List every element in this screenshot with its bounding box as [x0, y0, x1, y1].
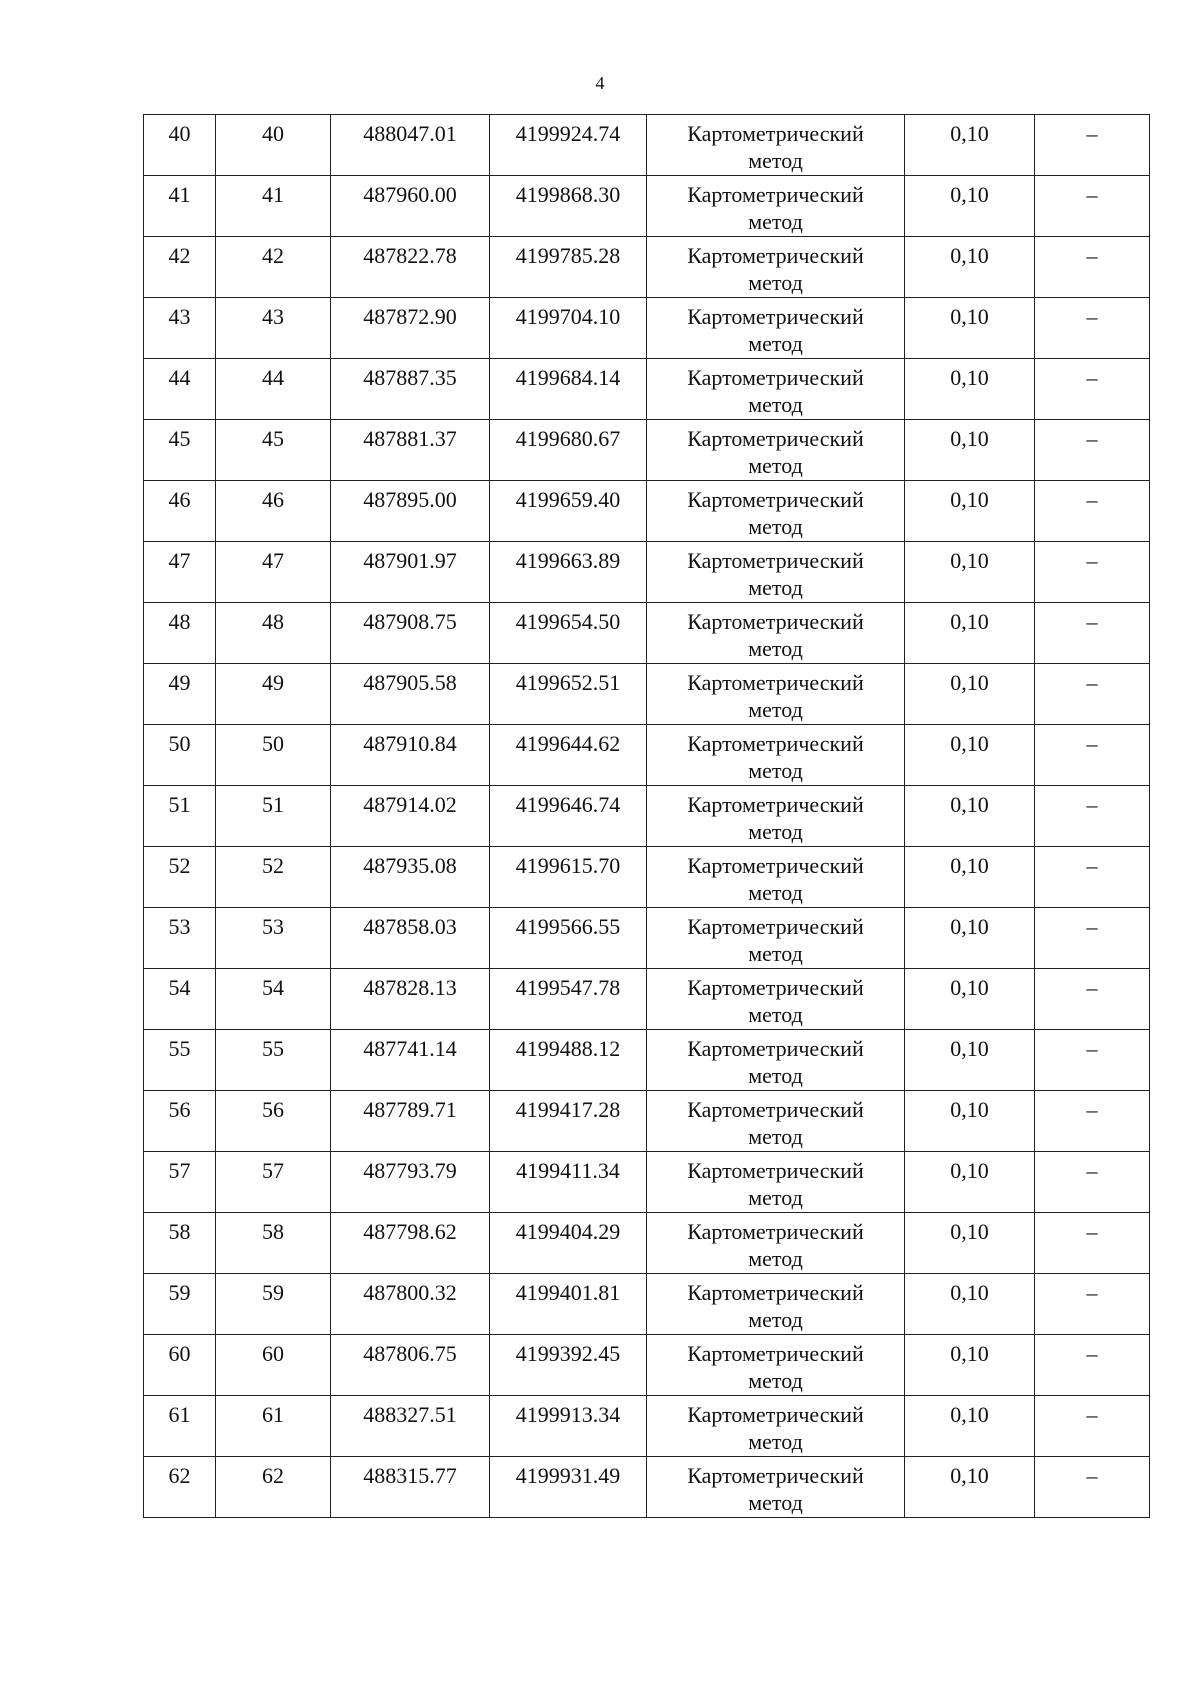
- x-coordinate-cell: 487908.75: [331, 603, 490, 664]
- method-line-1: Картометрический: [687, 1097, 864, 1122]
- y-coordinate-cell: 4199392.45: [490, 1335, 647, 1396]
- accuracy-cell: 0,10: [905, 1396, 1035, 1457]
- point-number-cell: 58: [144, 1213, 216, 1274]
- table-body: [144, 115, 1150, 1518]
- y-coordinate-cell: 4199785.28: [490, 237, 647, 298]
- method-cell: [647, 237, 905, 298]
- point-number-repeat-cell: 50: [216, 725, 331, 786]
- x-coordinate-cell: 488047.01: [331, 115, 490, 176]
- method-cell: [647, 1274, 905, 1335]
- point-number-cell: 59: [144, 1274, 216, 1335]
- note-cell: –: [1035, 1335, 1150, 1396]
- table-row: [144, 420, 1150, 481]
- x-coordinate-cell: 487895.00: [331, 481, 490, 542]
- y-coordinate-cell: 4199401.81: [490, 1274, 647, 1335]
- point-number-cell: 56: [144, 1091, 216, 1152]
- method-line-1: Картометрический: [687, 365, 864, 390]
- accuracy-cell: 0,10: [905, 1335, 1035, 1396]
- method-cell: [647, 1213, 905, 1274]
- table-row: [144, 1213, 1150, 1274]
- page-number: 4: [595, 73, 605, 93]
- x-coordinate-cell: 488315.77: [331, 1457, 490, 1518]
- method-line-2: метод: [748, 1246, 803, 1271]
- point-number-cell: 46: [144, 481, 216, 542]
- table-row: [144, 1152, 1150, 1213]
- accuracy-cell: 0,10: [905, 786, 1035, 847]
- method-line-2: метод: [748, 1490, 803, 1515]
- method-cell: [647, 1457, 905, 1518]
- table-row: [144, 1457, 1150, 1518]
- method-line-1: Картометрический: [687, 731, 864, 756]
- accuracy-cell: 0,10: [905, 1457, 1035, 1518]
- accuracy-cell: 0,10: [905, 725, 1035, 786]
- point-number-cell: 60: [144, 1335, 216, 1396]
- point-number-cell: 47: [144, 542, 216, 603]
- point-number-repeat-cell: 57: [216, 1152, 331, 1213]
- method-cell: [647, 298, 905, 359]
- note-cell: –: [1035, 176, 1150, 237]
- method-line-2: метод: [748, 331, 803, 356]
- point-number-repeat-cell: 60: [216, 1335, 331, 1396]
- accuracy-cell: 0,10: [905, 664, 1035, 725]
- point-number-cell: 51: [144, 786, 216, 847]
- accuracy-cell: 0,10: [905, 908, 1035, 969]
- point-number-repeat-cell: 61: [216, 1396, 331, 1457]
- note-cell: –: [1035, 481, 1150, 542]
- y-coordinate-cell: 4199615.70: [490, 847, 647, 908]
- point-number-repeat-cell: 49: [216, 664, 331, 725]
- y-coordinate-cell: 4199659.40: [490, 481, 647, 542]
- table-row: [144, 847, 1150, 908]
- accuracy-cell: 0,10: [905, 298, 1035, 359]
- x-coordinate-cell: 487828.13: [331, 969, 490, 1030]
- x-coordinate-cell: 487822.78: [331, 237, 490, 298]
- y-coordinate-cell: 4199680.67: [490, 420, 647, 481]
- method-line-2: метод: [748, 941, 803, 966]
- method-line-2: метод: [748, 1124, 803, 1149]
- x-coordinate-cell: 487800.32: [331, 1274, 490, 1335]
- table-row: [144, 969, 1150, 1030]
- note-cell: –: [1035, 298, 1150, 359]
- point-number-cell: 41: [144, 176, 216, 237]
- method-line-2: метод: [748, 392, 803, 417]
- note-cell: –: [1035, 420, 1150, 481]
- accuracy-cell: 0,10: [905, 1091, 1035, 1152]
- method-line-1: Картометрический: [687, 426, 864, 451]
- y-coordinate-cell: 4199404.29: [490, 1213, 647, 1274]
- method-line-2: метод: [748, 880, 803, 905]
- method-line-2: метод: [748, 514, 803, 539]
- point-number-cell: 53: [144, 908, 216, 969]
- point-number-repeat-cell: 48: [216, 603, 331, 664]
- point-number-repeat-cell: 53: [216, 908, 331, 969]
- method-line-2: метод: [748, 1429, 803, 1454]
- point-number-cell: 48: [144, 603, 216, 664]
- method-line-1: Картометрический: [687, 304, 864, 329]
- table-row: [144, 1091, 1150, 1152]
- x-coordinate-cell: 487798.62: [331, 1213, 490, 1274]
- note-cell: –: [1035, 664, 1150, 725]
- point-number-repeat-cell: 43: [216, 298, 331, 359]
- x-coordinate-cell: 487741.14: [331, 1030, 490, 1091]
- note-cell: –: [1035, 237, 1150, 298]
- point-number-repeat-cell: 56: [216, 1091, 331, 1152]
- point-number-cell: 45: [144, 420, 216, 481]
- method-line-1: Картометрический: [687, 487, 864, 512]
- table-row: [144, 176, 1150, 237]
- note-cell: –: [1035, 542, 1150, 603]
- method-line-1: Картометрический: [687, 121, 864, 146]
- table-row: [144, 1030, 1150, 1091]
- x-coordinate-cell: 487914.02: [331, 786, 490, 847]
- point-number-repeat-cell: 62: [216, 1457, 331, 1518]
- note-cell: –: [1035, 969, 1150, 1030]
- method-line-1: Картометрический: [687, 1402, 864, 1427]
- point-number-cell: 57: [144, 1152, 216, 1213]
- accuracy-cell: 0,10: [905, 969, 1035, 1030]
- method-cell: [647, 1335, 905, 1396]
- x-coordinate-cell: 487881.37: [331, 420, 490, 481]
- point-number-cell: 62: [144, 1457, 216, 1518]
- method-line-2: метод: [748, 209, 803, 234]
- point-number-repeat-cell: 59: [216, 1274, 331, 1335]
- x-coordinate-cell: 487872.90: [331, 298, 490, 359]
- point-number-repeat-cell: 55: [216, 1030, 331, 1091]
- accuracy-cell: 0,10: [905, 1274, 1035, 1335]
- method-line-2: метод: [748, 148, 803, 173]
- point-number-cell: 49: [144, 664, 216, 725]
- note-cell: –: [1035, 847, 1150, 908]
- method-line-2: метод: [748, 1185, 803, 1210]
- method-line-2: метод: [748, 1063, 803, 1088]
- table-row: [144, 908, 1150, 969]
- x-coordinate-cell: 487793.79: [331, 1152, 490, 1213]
- y-coordinate-cell: 4199684.14: [490, 359, 647, 420]
- table-row: [144, 1274, 1150, 1335]
- accuracy-cell: 0,10: [905, 1152, 1035, 1213]
- table-row: [144, 237, 1150, 298]
- y-coordinate-cell: 4199868.30: [490, 176, 647, 237]
- note-cell: –: [1035, 725, 1150, 786]
- accuracy-cell: 0,10: [905, 481, 1035, 542]
- note-cell: –: [1035, 1274, 1150, 1335]
- y-coordinate-cell: 4199411.34: [490, 1152, 647, 1213]
- point-number-repeat-cell: 44: [216, 359, 331, 420]
- x-coordinate-cell: 487960.00: [331, 176, 490, 237]
- method-cell: [647, 1396, 905, 1457]
- method-line-2: метод: [748, 453, 803, 478]
- method-cell: [647, 725, 905, 786]
- y-coordinate-cell: 4199652.51: [490, 664, 647, 725]
- y-coordinate-cell: 4199654.50: [490, 603, 647, 664]
- method-line-1: Картометрический: [687, 975, 864, 1000]
- point-number-repeat-cell: 42: [216, 237, 331, 298]
- method-line-1: Картометрический: [687, 1280, 864, 1305]
- point-number-repeat-cell: 52: [216, 847, 331, 908]
- y-coordinate-cell: 4199704.10: [490, 298, 647, 359]
- method-line-2: метод: [748, 270, 803, 295]
- method-line-2: метод: [748, 1368, 803, 1393]
- accuracy-cell: 0,10: [905, 359, 1035, 420]
- y-coordinate-cell: 4199566.55: [490, 908, 647, 969]
- method-line-1: Картометрический: [687, 853, 864, 878]
- x-coordinate-cell: 487905.58: [331, 664, 490, 725]
- method-line-1: Картометрический: [687, 182, 864, 207]
- method-line-2: метод: [748, 819, 803, 844]
- x-coordinate-cell: 487901.97: [331, 542, 490, 603]
- table-row: [144, 664, 1150, 725]
- table-row: [144, 725, 1150, 786]
- note-cell: –: [1035, 908, 1150, 969]
- method-line-2: метод: [748, 636, 803, 661]
- point-number-cell: 44: [144, 359, 216, 420]
- method-line-1: Картометрический: [687, 1219, 864, 1244]
- method-cell: [647, 908, 905, 969]
- method-cell: [647, 1091, 905, 1152]
- method-cell: [647, 481, 905, 542]
- method-cell: [647, 115, 905, 176]
- y-coordinate-cell: 4199488.12: [490, 1030, 647, 1091]
- y-coordinate-cell: 4199644.62: [490, 725, 647, 786]
- accuracy-cell: 0,10: [905, 847, 1035, 908]
- point-number-repeat-cell: 47: [216, 542, 331, 603]
- point-number-cell: 54: [144, 969, 216, 1030]
- y-coordinate-cell: 4199931.49: [490, 1457, 647, 1518]
- x-coordinate-cell: 488327.51: [331, 1396, 490, 1457]
- accuracy-cell: 0,10: [905, 1030, 1035, 1091]
- method-line-2: метод: [748, 1002, 803, 1027]
- method-line-2: метод: [748, 575, 803, 600]
- table-row: [144, 542, 1150, 603]
- method-line-1: Картометрический: [687, 548, 864, 573]
- note-cell: –: [1035, 603, 1150, 664]
- point-number-cell: 50: [144, 725, 216, 786]
- table-row: [144, 481, 1150, 542]
- method-line-1: Картометрический: [687, 243, 864, 268]
- point-number-repeat-cell: 58: [216, 1213, 331, 1274]
- y-coordinate-cell: 4199547.78: [490, 969, 647, 1030]
- method-line-2: метод: [748, 1307, 803, 1332]
- point-number-repeat-cell: 54: [216, 969, 331, 1030]
- accuracy-cell: 0,10: [905, 237, 1035, 298]
- method-line-2: метод: [748, 697, 803, 722]
- accuracy-cell: 0,10: [905, 603, 1035, 664]
- note-cell: –: [1035, 1152, 1150, 1213]
- point-number-repeat-cell: 40: [216, 115, 331, 176]
- coordinates-table: [143, 114, 1150, 1518]
- accuracy-cell: 0,10: [905, 1213, 1035, 1274]
- note-cell: –: [1035, 786, 1150, 847]
- method-cell: [647, 542, 905, 603]
- method-cell: [647, 420, 905, 481]
- note-cell: –: [1035, 115, 1150, 176]
- x-coordinate-cell: 487858.03: [331, 908, 490, 969]
- table-row: [144, 1396, 1150, 1457]
- table-row: [144, 786, 1150, 847]
- accuracy-cell: 0,10: [905, 420, 1035, 481]
- y-coordinate-cell: 4199417.28: [490, 1091, 647, 1152]
- note-cell: –: [1035, 1213, 1150, 1274]
- table-row: [144, 359, 1150, 420]
- y-coordinate-cell: 4199663.89: [490, 542, 647, 603]
- point-number-repeat-cell: 45: [216, 420, 331, 481]
- table-row: [144, 115, 1150, 176]
- note-cell: –: [1035, 1091, 1150, 1152]
- method-line-1: Картометрический: [687, 1463, 864, 1488]
- method-cell: [647, 664, 905, 725]
- method-line-1: Картометрический: [687, 914, 864, 939]
- point-number-cell: 42: [144, 237, 216, 298]
- point-number-cell: 55: [144, 1030, 216, 1091]
- point-number-cell: 40: [144, 115, 216, 176]
- x-coordinate-cell: 487887.35: [331, 359, 490, 420]
- method-cell: [647, 847, 905, 908]
- x-coordinate-cell: 487935.08: [331, 847, 490, 908]
- y-coordinate-cell: 4199924.74: [490, 115, 647, 176]
- x-coordinate-cell: 487806.75: [331, 1335, 490, 1396]
- point-number-cell: 43: [144, 298, 216, 359]
- note-cell: –: [1035, 1396, 1150, 1457]
- method-cell: [647, 359, 905, 420]
- accuracy-cell: 0,10: [905, 176, 1035, 237]
- method-line-1: Картометрический: [687, 792, 864, 817]
- method-line-1: Картометрический: [687, 1341, 864, 1366]
- method-cell: [647, 1152, 905, 1213]
- method-line-1: Картометрический: [687, 1036, 864, 1061]
- point-number-repeat-cell: 51: [216, 786, 331, 847]
- x-coordinate-cell: 487910.84: [331, 725, 490, 786]
- x-coordinate-cell: 487789.71: [331, 1091, 490, 1152]
- point-number-repeat-cell: 46: [216, 481, 331, 542]
- point-number-cell: 52: [144, 847, 216, 908]
- y-coordinate-cell: 4199646.74: [490, 786, 647, 847]
- method-line-1: Картометрический: [687, 670, 864, 695]
- method-cell: [647, 603, 905, 664]
- method-line-1: Картометрический: [687, 1158, 864, 1183]
- method-line-2: метод: [748, 758, 803, 783]
- method-cell: [647, 786, 905, 847]
- method-cell: [647, 1030, 905, 1091]
- accuracy-cell: 0,10: [905, 115, 1035, 176]
- point-number-cell: 61: [144, 1396, 216, 1457]
- method-cell: [647, 969, 905, 1030]
- table-row: [144, 298, 1150, 359]
- table-row: [144, 603, 1150, 664]
- table-row: [144, 1335, 1150, 1396]
- note-cell: –: [1035, 1030, 1150, 1091]
- note-cell: –: [1035, 359, 1150, 420]
- accuracy-cell: 0,10: [905, 542, 1035, 603]
- note-cell: –: [1035, 1457, 1150, 1518]
- y-coordinate-cell: 4199913.34: [490, 1396, 647, 1457]
- point-number-repeat-cell: 41: [216, 176, 331, 237]
- method-cell: [647, 176, 905, 237]
- method-line-1: Картометрический: [687, 609, 864, 634]
